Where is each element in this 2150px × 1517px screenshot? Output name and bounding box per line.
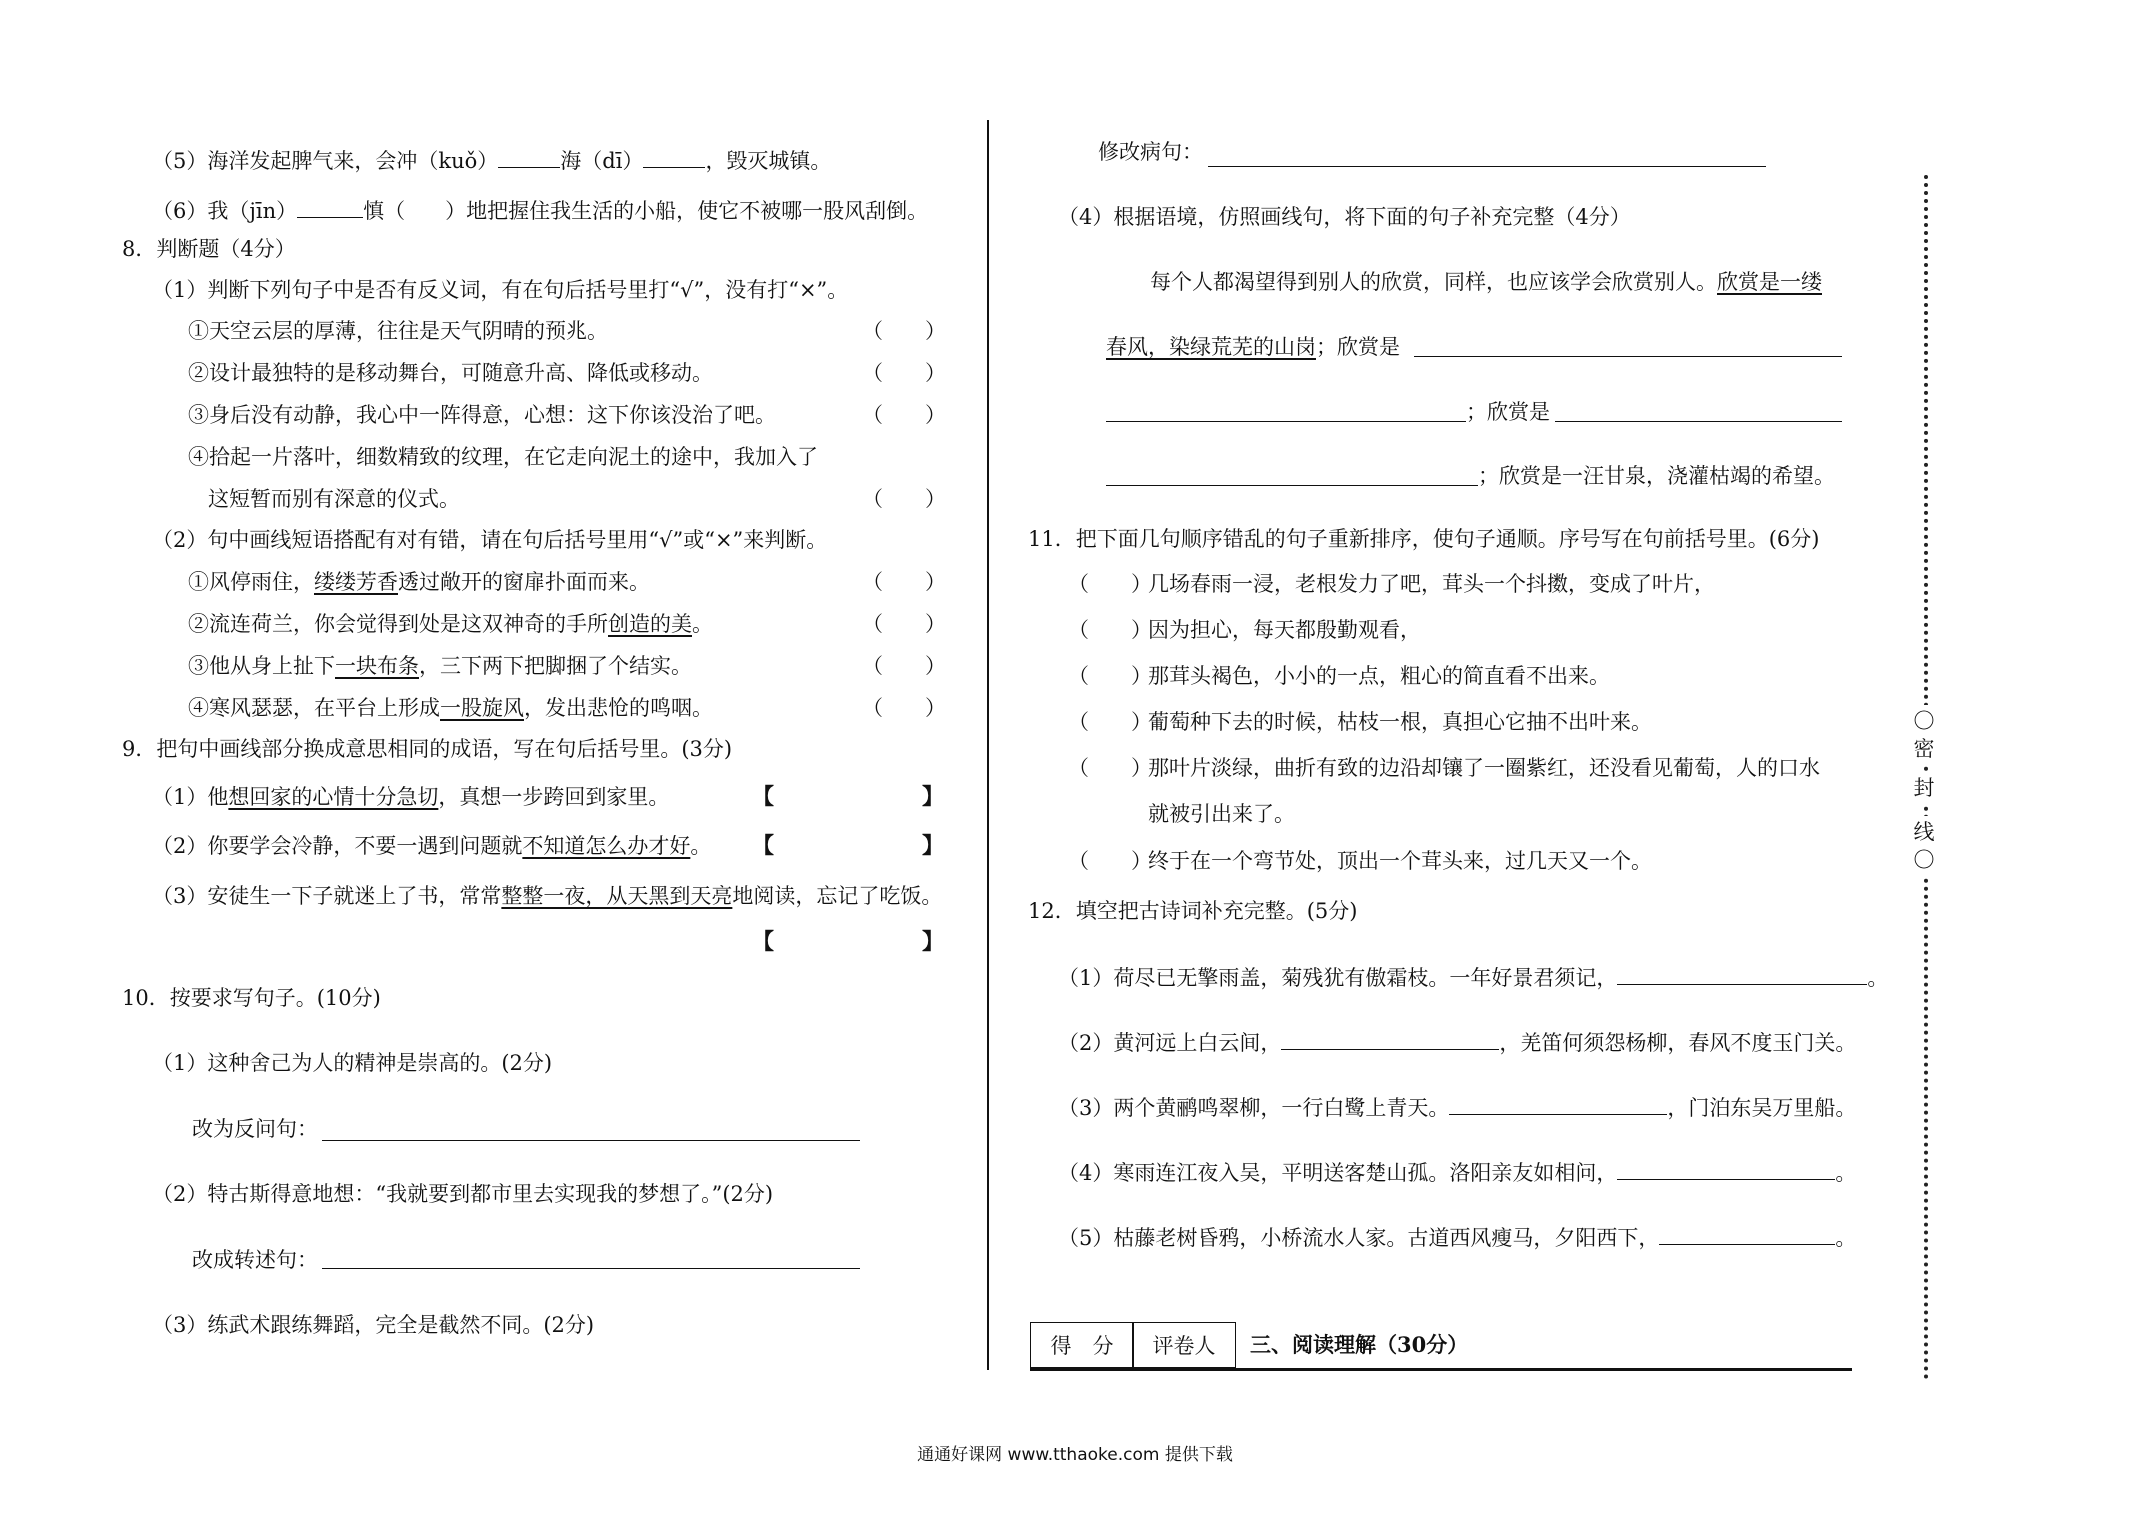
fix-sentence-answer-line[interactable] (1208, 166, 1766, 167)
answer-paren[interactable]: （ ） (862, 487, 946, 511)
q7-5-blank-1[interactable] (498, 145, 560, 168)
q10-1-answer-line[interactable] (322, 1140, 860, 1141)
q11-item: 因为担心，每天都殷勤观看， (1148, 618, 1421, 642)
q10-4-instruction: （4）根据语境，仿照画线句，将下面的句子补充完整（4分） (1058, 205, 1631, 229)
q12-blank[interactable] (1617, 1157, 1835, 1180)
q9-item: （1）他想回家的心情十分急切，真想一步跨回到家里。 (152, 785, 670, 809)
q9-title: 9．把句中画线部分换成意思相同的成语，写在句后括号里。(3分) (122, 737, 733, 761)
answer-bracket-open[interactable]: 【 (752, 929, 775, 955)
q11-item: 那叶片淡绿，曲折有致的边沿却镶了一圈紫红，还没看见葡萄，人的口水 (1148, 756, 1820, 780)
answer-paren[interactable]: （ ） (862, 696, 946, 720)
q10-4-text-cont: ；欣赏是 (1466, 400, 1550, 424)
q12-blank[interactable] (1449, 1092, 1667, 1115)
q12-blank[interactable] (1281, 1027, 1499, 1050)
q10-title: 10．按要求写句子。(10分) (122, 986, 381, 1010)
q7-6: （6）我（jīn） 慎（ ）地把握住我生活的小船，使它不被哪一股风刮倒。 (152, 195, 928, 225)
q12-item: （1）荷尽已无擎雨盖，菊残犹有傲霜枝。一年好景君须记， 。 (1058, 962, 1888, 992)
q11-item: 终于在一个弯节处，顶出一个茸头来，过几天又一个。 (1148, 849, 1652, 873)
answer-bracket-close: 】 (922, 929, 945, 955)
q10-2-label: 改成转述句： (192, 1248, 318, 1272)
answer-paren[interactable]: （ ） (1068, 618, 1152, 642)
answer-paren[interactable]: （ ） (1068, 664, 1152, 688)
section-3-title: 三、阅读理解（30分） (1250, 1332, 1469, 1357)
q10-4-text-end: ；欣赏是一汪甘泉，浇灌枯竭的希望。 (1478, 464, 1835, 488)
q8-1-item: ③身后没有动静，我心中一阵得意，心想：这下你该没治了吧。 (188, 403, 776, 427)
q7-5: （5）海洋发起脾气来，会冲（kuǒ） 海（dī） ，毁灭城镇。 (152, 145, 831, 175)
seal-mark: 线〇 (1908, 816, 1940, 876)
footer: 通通好课网 www.tthaoke.com 提供下载 (917, 1445, 1233, 1465)
q12-item: （4）寒雨连江夜入吴，平明送客楚山孤。洛阳亲友如相问， 。 (1058, 1157, 1856, 1187)
seal-mark: 〇密 (1908, 705, 1940, 765)
q10-4-text-cont: 春风，染绿荒芜的山岗；欣赏是 (1106, 335, 1400, 359)
q7-5-blank-2[interactable] (643, 145, 705, 168)
answer-bracket-open[interactable]: 【 (752, 833, 775, 859)
q8-1-instruction: （1）判断下列句子中是否有反义词，有在句后括号里打“√”，没有打“×”。 (152, 278, 849, 302)
q8-title: 8．判断题（4分） (122, 237, 296, 261)
answer-paren[interactable]: （ ） (1068, 849, 1152, 873)
q10-4-answer-line[interactable] (1106, 485, 1478, 486)
fix-sentence-label: 修改病句： (1098, 140, 1203, 164)
seal-mark: 封 (1908, 772, 1940, 804)
answer-paren[interactable]: （ ） (862, 361, 946, 385)
q11-title: 11．把下面几句顺序错乱的句子重新排序，使句子通顺。序号写在句前括号里。(6分) (1028, 527, 1820, 551)
q8-2-item: ②流连荷兰，你会觉得到处是这双神奇的手所创造的美。 (188, 612, 713, 636)
q10-2: （2）特古斯得意地想：“我就要到都市里去实现我的梦想了。”(2分) (152, 1182, 774, 1206)
q7-6-blank[interactable] (297, 195, 363, 218)
q8-1-item-cont: 这短暂而别有深意的仪式。 (208, 487, 460, 511)
q10-4-text: 每个人都渴望得到别人的欣赏，同样，也应该学会欣赏别人。欣赏是一缕 (1150, 270, 1822, 294)
section-3-header (1030, 1322, 1852, 1371)
q11-item: 那茸头褐色，小小的一点，粗心的简直看不出来。 (1148, 664, 1610, 688)
q10-4-answer-line[interactable] (1414, 356, 1842, 357)
q8-2-item: ④寒风瑟瑟，在平台上形成一股旋风，发出悲怆的鸣咽。 (188, 696, 713, 720)
q12-blank[interactable] (1617, 962, 1867, 985)
answer-paren[interactable]: （ ） (862, 570, 946, 594)
q12-item: （3）两个黄鹂鸣翠柳，一行白鹭上青天。 ，门泊东吴万里船。 (1058, 1092, 1856, 1122)
answer-bracket-open[interactable]: 【 (752, 784, 775, 810)
q12-item: （2）黄河远上白云间， ，羌笛何须怨杨柳，春风不度玉门关。 (1058, 1027, 1856, 1057)
answer-paren[interactable]: （ ） (1068, 756, 1152, 780)
q9-item: （2）你要学会冷静，不要一遇到问题就不知道怎么办才好。 (152, 834, 712, 858)
grader-cell[interactable]: 评卷人 (1132, 1322, 1236, 1368)
answer-paren[interactable]: （ ） (862, 319, 946, 343)
score-cell[interactable]: 得 分 (1030, 1322, 1134, 1368)
q10-1: （1）这种舍己为人的精神是崇高的。(2分) (152, 1051, 553, 1075)
q10-1-label: 改为反问句： (192, 1117, 318, 1141)
q10-2-answer-line[interactable] (322, 1268, 860, 1269)
q9-item: （3）安徒生一下子就迷上了书，常常整整一夜，从天黑到天亮地阅读，忘记了吃饭。 (152, 884, 943, 908)
q10-4-answer-line[interactable] (1106, 421, 1466, 422)
q11-item: 几场春雨一浸，老根发力了吧，茸头一个抖擞，变成了叶片， (1148, 572, 1715, 596)
q11-item: 葡萄种下去的时候，枯枝一根，真担心它抽不出叶来。 (1148, 710, 1652, 734)
q10-4-answer-line[interactable] (1555, 421, 1842, 422)
column-divider (987, 120, 989, 1370)
q8-2-item: ③他从身上扯下一块布条，三下两下把脚捆了个结实。 (188, 654, 692, 678)
q8-1-item: ④拾起一片落叶，细数精致的纹理，在它走向泥土的途中，我加入了 (188, 445, 818, 469)
q10-3: （3）练武术跟练舞蹈，完全是截然不同。(2分) (152, 1313, 595, 1337)
answer-bracket-close: 】 (922, 833, 945, 859)
q11-item-cont: 就被引出来了。 (1148, 802, 1295, 826)
answer-paren[interactable]: （ ） (862, 612, 946, 636)
answer-paren[interactable]: （ ） (862, 654, 946, 678)
q8-1-item: ②设计最独特的是移动舞台，可随意升高、降低或移动。 (188, 361, 713, 385)
answer-paren[interactable]: （ ） (1068, 710, 1152, 734)
q8-2-instruction: （2）句中画线短语搭配有对有错，请在句后括号里用“√”或“×”来判断。 (152, 528, 828, 552)
answer-paren[interactable]: （ ） (1068, 572, 1152, 596)
q12-blank[interactable] (1659, 1222, 1835, 1245)
q12-item: （5）枯藤老树昏鸦，小桥流水人家。古道西风瘦马，夕阳西下， 。 (1058, 1222, 1856, 1252)
q12-title: 12．填空把古诗词补充完整。(5分) (1028, 899, 1358, 923)
answer-paren[interactable]: （ ） (862, 403, 946, 427)
q8-1-item: ①天空云层的厚薄，往往是天气阴晴的预兆。 (188, 319, 608, 343)
q8-2-item: ①风停雨住，缕缕芳香透过敞开的窗扉扑面而来。 (188, 570, 650, 594)
answer-bracket-close: 】 (922, 784, 945, 810)
